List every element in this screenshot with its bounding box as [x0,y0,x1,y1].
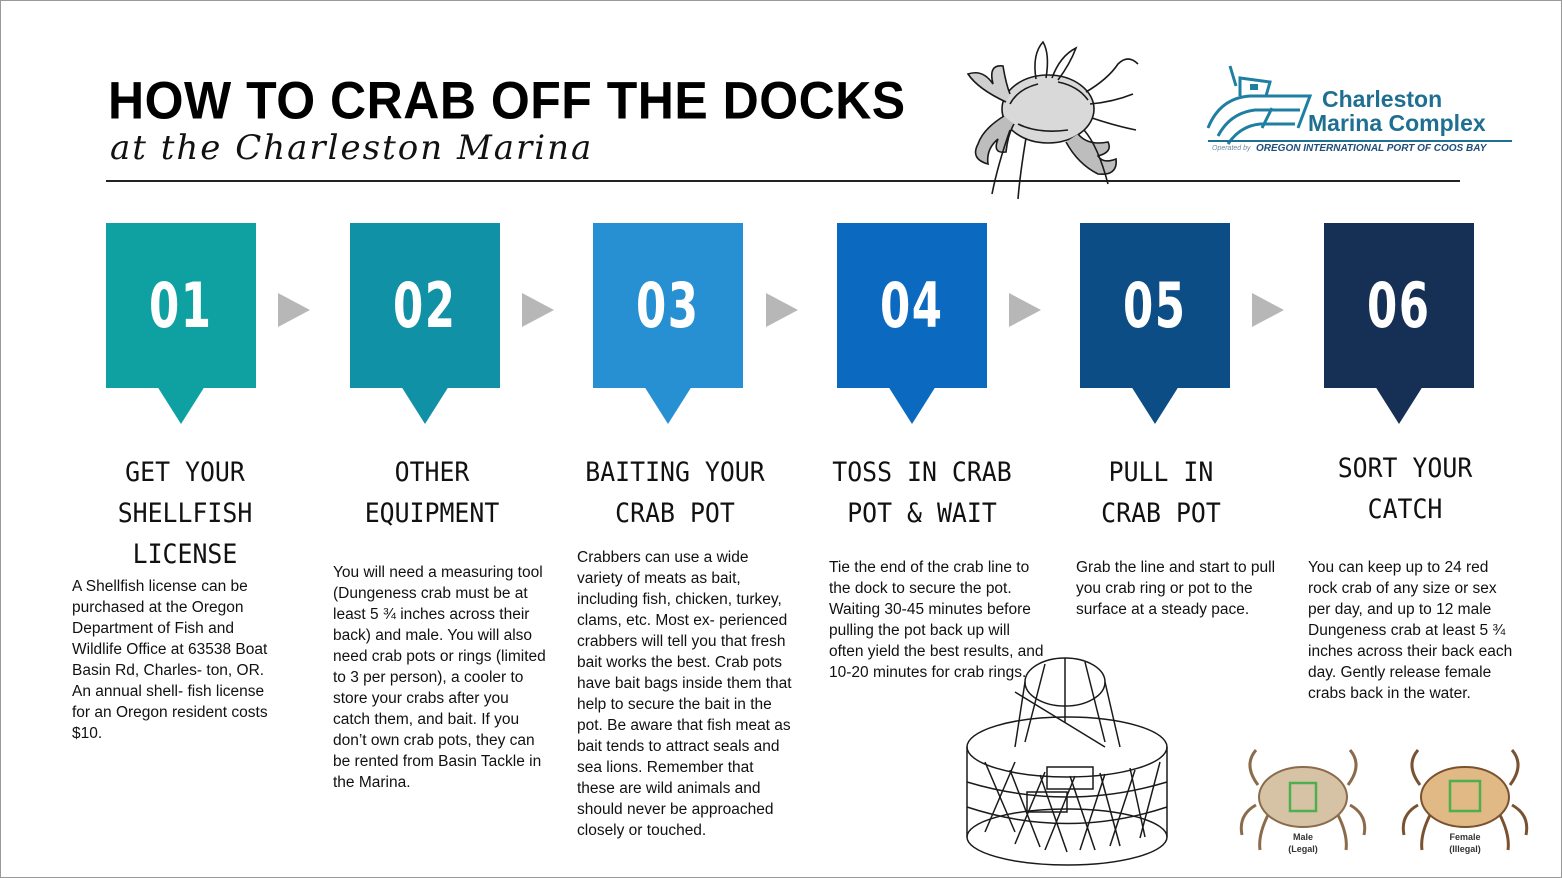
step-5-number: 05 [1123,269,1187,342]
step-6-heading-line1: SORT YOUR [1337,453,1473,484]
step-6-number: 06 [1367,269,1431,342]
arrow-right-icon [766,293,798,327]
step-3-description: Crabbers can use a wide variety of meats as bait, including fish, chicken, turkey, clams, etc. Most ex- perienced crabbers will tell you that fresh bait works the best. Crab pots have bait bags inside them that help to secure the bait in the pot. Be aware that fish meat as bait tends to attract seals and sea lions. Remember that these are wild animals and should never be approached closely or touched. [577,549,792,839]
step-1-heading-line2: SHELLFISH LICENSE [117,498,253,570]
page-title: HOW TO CRAB OFF THE DOCKS [108,71,906,130]
step-1-heading-line1: GET YOUR [125,457,245,488]
arrow-right-icon [1252,293,1284,327]
logo-name-line1: Charleston [1322,86,1443,112]
logo-underline [1208,140,1512,142]
step-6-description: You can keep up to 24 red rock crab of any size or sex per day, and up to 12 male Dungeness crab at least 5 ¾ inches across their back each day. Gently release female crabs back in the water. [1308,559,1513,702]
step-3-heading-line1: BAITING YOUR [585,457,765,488]
step-4-number: 04 [880,269,944,342]
logo-operated-by: Operated by [1212,145,1251,152]
step-5-heading-line2: CRAB POT [1101,498,1221,529]
step-3-heading-line2: CRAB POT [615,498,735,529]
male-crab-label [1243,831,1363,855]
header-divider [106,180,1460,182]
step-2-number: 02 [393,269,457,342]
step-2-pointer [401,386,449,424]
female-crab-label [1405,831,1525,855]
step-2-description: You will need a measuring tool (Dungeness crab must be at least 5 ¾ inches across their back) and male. You will also need crab pots or rings (limited to 3 per person), a cooler to store your crabs after you catch them, and bait. If you don’t own crab pots, they can be rented from Basin Tackle in the Marina. [333,564,546,791]
male-label-text: Male [1292,832,1313,842]
step-2-heading [312,452,551,534]
step-1-number: 01 [149,269,213,342]
page-subtitle: at the Charleston Marina [110,128,594,168]
step-5-description: Grab the line and start to pull you crab ring or pot to the surface at a steady pace. [1076,559,1276,618]
step-6-box [1324,223,1474,388]
step-4-description: Tie the end of the crab line to the dock to secure the pot. Waiting 30-45 minutes before pulling the pot back up will often yield the best results, and 10-20 minutes for crab rings. [829,559,1044,681]
arrow-right-icon [522,293,554,327]
step-4-pointer [888,386,936,424]
step-1-description: A Shellfish license can be purchased at the Oregon Department of Fish and Wildlife Office at 63538 Boat Basin Rd, Charles- ton, OR. An annual shell- fish license for an Oregon resident costs $10. [72,578,268,742]
step-2-heading-line1: OTHER [394,457,470,488]
step-3-heading [555,452,794,534]
female-label-text: Female [1449,832,1481,842]
logo-name-line2: Marina Complex [1308,110,1486,136]
female-label-note: (Illegal) [1449,844,1481,854]
step-2-heading-line2: EQUIPMENT [364,498,500,529]
crab-pot-illustration-icon [955,652,1180,870]
logo-port-name: OREGON INTERNATIONAL PORT OF COOS BAY [1256,143,1487,154]
arrow-right-icon [278,293,310,327]
arrow-right-icon [1009,293,1041,327]
male-label-note: (Legal) [1288,844,1318,854]
step-3-pointer [644,386,692,424]
step-5-box [1080,223,1230,388]
step-4-heading-line2: POT & WAIT [847,498,997,529]
step-1-heading [65,452,304,575]
step-5-pointer [1131,386,1179,424]
step-5-heading-line1: PULL IN [1108,457,1214,488]
step-2-box [350,223,500,388]
step-4-heading [802,452,1041,534]
step-5-heading [1041,452,1280,534]
step-3-number: 03 [636,269,700,342]
step-1-pointer [157,386,205,424]
crab-illustration-icon [948,34,1148,204]
step-3-box [593,223,743,388]
step-1-box [106,223,256,388]
step-6-heading [1285,448,1524,530]
step-4-box [837,223,987,388]
step-6-pointer [1375,386,1423,424]
step-6-heading-line2: CATCH [1367,494,1443,525]
step-4-heading-line1: TOSS IN CRAB [832,457,1012,488]
